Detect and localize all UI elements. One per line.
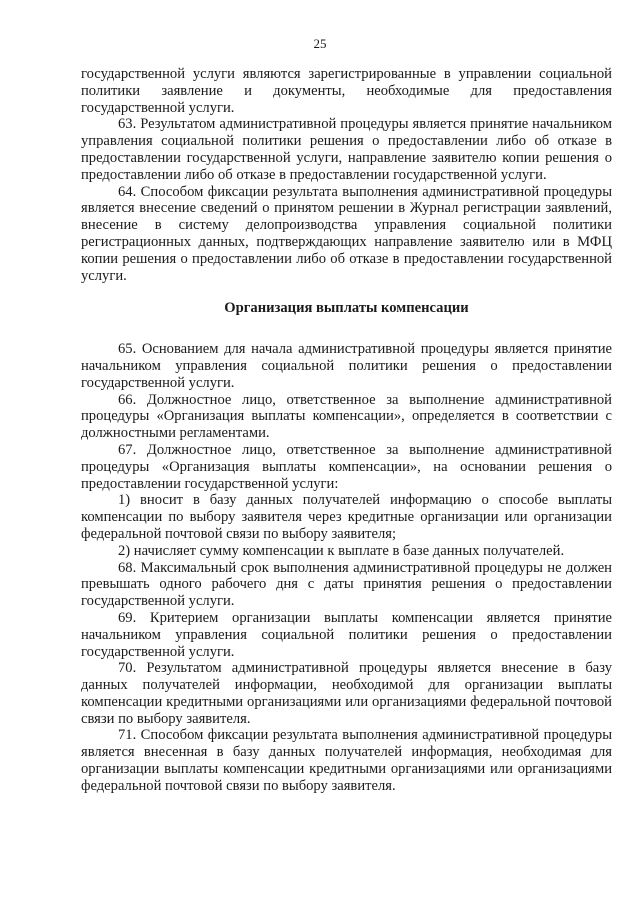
paragraph-65: 65. Основанием для начала административной процедуры является принятие начальником управления социальной политики решения о предоставлении государственной услуги. [81, 341, 612, 391]
paragraph-67-item-2: 2) начисляет сумму компенсации к выплате в базе данных получателей. [118, 542, 565, 559]
paragraph-67-item-1: 1) вносит в базу данных получателей информацию о способе выплаты компенсации по выбору заявителя через кредитные организации или организации федеральной почтовой связи по выбору заявителя; [81, 492, 612, 542]
section-heading: Организация выплаты компенсации [224, 300, 469, 317]
paragraph-63: 63. Результатом административной процедуры является принятие начальником управления социальной политики решения о предоставлении либо об отказе в предоставлении государственной услуги, направление заявителю копии решения о предоставлении либо об отказе в предоставлении государственной услуги. [81, 116, 612, 183]
paragraph-continuation: государственной услуги являются зарегистрированные в управлении социальной политики заявление и документы, необходимые для предоставления государственной услуги. [81, 66, 612, 116]
page-number: 25 [313, 36, 327, 51]
paragraph-66: 66. Должностное лицо, ответственное за выполнение административной процедуры «Организация выплаты компенсации», определяется в соответствии с должностными регламентами. [81, 391, 612, 442]
paragraph-71: 71. Способом фиксации результата выполнения административной процедуры является внесенная в базу данных получателей информация, необходимая для организации выплаты компенсации кредитными организациями или организациями федеральной почтовой связи по выбору заявителя. [81, 727, 612, 794]
paragraph-67: 67. Должностное лицо, ответственное за выполнение административной процедуры «Организация выплаты компенсации», на основании решения о предоставлении государственной услуги: [81, 441, 612, 492]
document-body [81, 66, 612, 795]
paragraph-70: 70. Результатом административной процедуры является внесение в базу данных получателей информации, необходимой для организации выплаты компенсации кредитными организациями или организациями федеральной почтовой связи по выбору заявителя. [81, 660, 612, 727]
paragraph-69: 69. Критерием организации выплаты компенсации является принятие начальником управления социальной политики решения о предоставлении государственной услуги. [81, 609, 612, 660]
paragraph-64: 64. Способом фиксации результата выполнения административной процедуры является внесение сведений о принятом решении в Журнал регистрации заявлений, внесение в систему делопроизводства управления социальной политики регистрационных данных, подтверждающих направление заявителю или в МФЦ копии решения о предоставлении либо об отказе в предоставлении государственной услуги. [81, 183, 612, 284]
paragraph-68: 68. Максимальный срок выполнения административной процедуры не должен превышать одного рабочего дня с даты принятия решения о предоставлении государственной услуги. [81, 559, 612, 610]
